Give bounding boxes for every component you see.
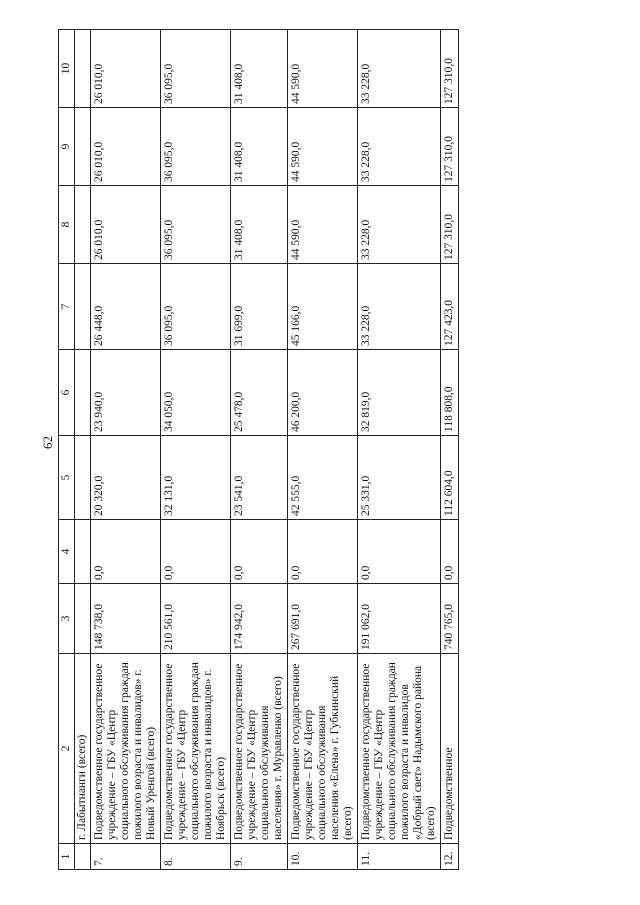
value-cell: 26 448,0 xyxy=(91,264,161,350)
value-cell: 25 478,0 xyxy=(231,350,288,436)
value-cell: 210 561,0 xyxy=(161,584,231,654)
column-header: 10 xyxy=(59,30,75,108)
value-cell: 0,0 xyxy=(358,520,441,584)
table-container xyxy=(58,30,459,870)
value-cell: 20 320,0 xyxy=(91,436,161,520)
value-cell: 44 590,0 xyxy=(288,186,358,264)
value-cell: 127 423,0 xyxy=(441,264,459,350)
value-cell: 26 010,0 xyxy=(91,186,161,264)
column-header: 5 xyxy=(59,436,75,520)
column-header: 4 xyxy=(59,520,75,584)
table-cell xyxy=(75,584,91,654)
value-cell: 33 228,0 xyxy=(358,186,441,264)
value-cell: 26 010,0 xyxy=(91,30,161,108)
column-header: 7 xyxy=(59,264,75,350)
value-cell: 31 408,0 xyxy=(231,30,288,108)
value-cell: 45 166,0 xyxy=(288,264,358,350)
table-row xyxy=(161,30,231,870)
value-cell: 127 310,0 xyxy=(441,30,459,108)
value-cell: 23 940,0 xyxy=(91,350,161,436)
table-cell xyxy=(75,436,91,520)
value-cell: 36 095,0 xyxy=(161,108,231,186)
value-cell: 44 590,0 xyxy=(288,30,358,108)
value-cell: 42 555,0 xyxy=(288,436,358,520)
institution-name: Подведомственное государственное учреждение – ГБУ «Центр социального обслуживания граждан пожилого возраста и инвалидов «Добрый свет» Надымского района (всего) xyxy=(358,654,441,844)
table-row xyxy=(288,30,358,870)
value-cell: 127 310,0 xyxy=(441,186,459,264)
table-row xyxy=(91,30,161,870)
value-cell: 33 228,0 xyxy=(358,30,441,108)
value-cell: 31 408,0 xyxy=(231,186,288,264)
row-number: 7. xyxy=(91,844,161,870)
table-row xyxy=(358,30,441,870)
value-cell: 127 310,0 xyxy=(441,108,459,186)
value-cell: 34 050,0 xyxy=(161,350,231,436)
page-number: 62 xyxy=(40,436,55,449)
table-cell xyxy=(75,350,91,436)
value-cell: 118 808,0 xyxy=(441,350,459,436)
value-cell: 46 200,0 xyxy=(288,350,358,436)
value-cell: 33 228,0 xyxy=(358,264,441,350)
column-header: 6 xyxy=(59,350,75,436)
table-cell xyxy=(75,30,91,108)
value-cell: 23 541,0 xyxy=(231,436,288,520)
value-cell: 32 131,0 xyxy=(161,436,231,520)
table-cell xyxy=(75,844,91,870)
column-header: 1 xyxy=(59,844,75,870)
value-cell: 33 228,0 xyxy=(358,108,441,186)
row-number: 11. xyxy=(358,844,441,870)
value-cell: 31 699,0 xyxy=(231,264,288,350)
value-cell: 36 095,0 xyxy=(161,264,231,350)
value-cell: 0,0 xyxy=(231,520,288,584)
institution-name: Подведомственное государственное учреждение – ГБУ «Центр социального обслуживания населения «Елена» г. Губкинский (всего) xyxy=(288,654,358,844)
institution-name: Подведомственное xyxy=(441,654,459,844)
institution-name: Подведомственное государственное учреждение – ГБУ «Центр социального обслуживания граждан пожилого возраста и инвалидов» г. Ноябрьск (всего) xyxy=(161,654,231,844)
value-cell: 0,0 xyxy=(441,520,459,584)
table-cell xyxy=(75,186,91,264)
region-label: г. Лабытнанги (всего) xyxy=(75,654,91,844)
value-cell: 36 095,0 xyxy=(161,186,231,264)
region-row xyxy=(75,30,91,870)
value-cell: 0,0 xyxy=(91,520,161,584)
column-header: 9 xyxy=(59,108,75,186)
institution-name: Подведомственное государственное учреждение – ГБУ «Центр социального обслуживания населения» г. Муравленко (всего) xyxy=(231,654,288,844)
row-number: 8. xyxy=(161,844,231,870)
value-cell: 25 331,0 xyxy=(358,436,441,520)
value-cell: 267 691,0 xyxy=(288,584,358,654)
institution-name: Подведомственное государственное учреждение – ГБУ «Центр социального обслуживания граждан пожилого возраста и инвалидов» г. Новый Уренгой (всего) xyxy=(91,654,161,844)
table-row xyxy=(231,30,288,870)
column-header: 3 xyxy=(59,584,75,654)
row-number: 9. xyxy=(231,844,288,870)
header-row xyxy=(59,30,75,870)
column-header: 2 xyxy=(59,654,75,844)
value-cell: 44 590,0 xyxy=(288,108,358,186)
row-number: 12. xyxy=(441,844,459,870)
row-number: 10. xyxy=(288,844,358,870)
column-header: 8 xyxy=(59,186,75,264)
value-cell: 36 095,0 xyxy=(161,30,231,108)
table-cell xyxy=(75,108,91,186)
value-cell: 112 604,0 xyxy=(441,436,459,520)
value-cell: 740 765,0 xyxy=(441,584,459,654)
value-cell: 26 010,0 xyxy=(91,108,161,186)
value-cell: 148 738,0 xyxy=(91,584,161,654)
table-cell xyxy=(75,520,91,584)
value-cell: 0,0 xyxy=(288,520,358,584)
table-row xyxy=(441,30,459,870)
value-cell: 32 819,0 xyxy=(358,350,441,436)
value-cell: 0,0 xyxy=(161,520,231,584)
budget-table xyxy=(58,29,459,870)
value-cell: 31 408,0 xyxy=(231,108,288,186)
table-cell xyxy=(75,264,91,350)
value-cell: 174 942,0 xyxy=(231,584,288,654)
value-cell: 191 062,0 xyxy=(358,584,441,654)
